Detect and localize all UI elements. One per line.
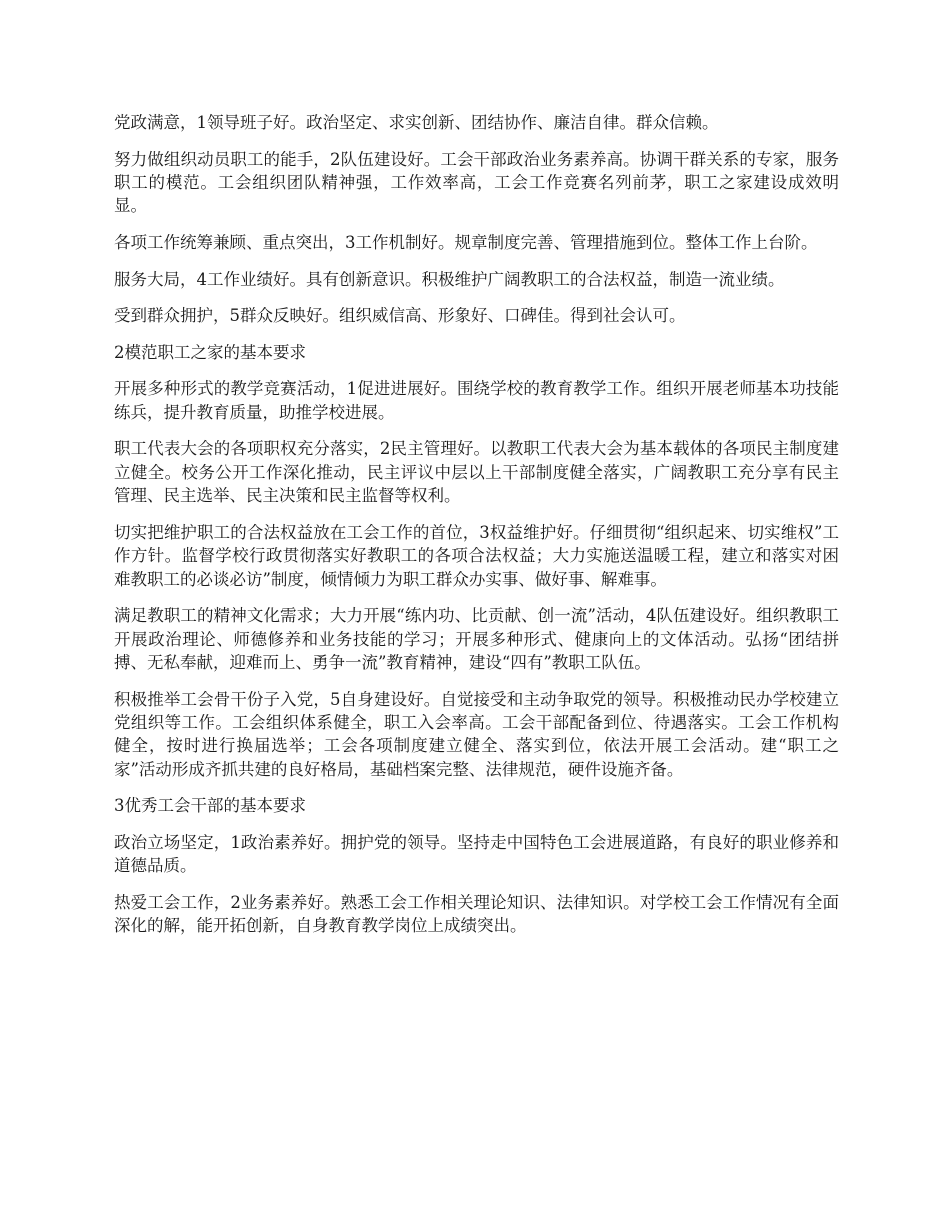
paragraph-promote-progress: 开展多种形式的教学竞赛活动，1促进进展好。围绕学校的教育教学工作。组织开展老师基本功技能练兵，提升教育质量，助推学校进展。 [114,379,839,422]
paragraph-public-feedback: 受到群众拥护，5群众反映好。组织威信高、形象好、口碑佳。得到社会认可。 [114,306,686,326]
paragraph-self-building: 积极推举工会骨干份子入党，5自身建设好。自觉接受和主动争取党的领导。积极推动民办学校建立党组织等工作。工会组织体系健全，职工入会率高。工会干部配备到位、待遇落实。工会工作机构健全，按时进行换届选举；工会各项制度建立健全、落实到位，依法开展工会活动。建“职工之家”活动形成齐抓共建的良好格局，基础档案完整、法律规范，硬件设施齐备。 [114,689,839,779]
paragraph-professional-quality: 热爱工会工作，2业务素养好。熟悉工会工作相关理论知识、法律知识。对学校工会工作情况有全面深化的解，能开拓创新，自身教育教学岗位上成绩突出。 [114,893,839,936]
document-body [114,111,839,951]
section-heading-excellent-cadre: 3优秀工会干部的基本要求 [114,796,306,816]
section-heading-model-home: 2模范职工之家的基本要求 [114,342,306,362]
paragraph-leadership: 党政满意，1领导班子好。政治坚定、求实创新、团结协作、廉洁自律。群众信赖。 [114,113,719,132]
paragraph-team-culture: 满足教职工的精神文化需求；大力开展“练内功、比贡献、创一流”活动，4队伍建设好。组织教职工开展政治理论、师德修养和业务技能的学习；开展多种形式、健康向上的文体活动。弘扬“团结拼搏、无私奉献，迎难而上、勇争一流”教育精神，建设“四有”教职工队伍。 [114,606,839,672]
paragraph-political-quality: 政治立场坚定，1政治素养好。拥护党的领导。坚持走中国特色工会进展道路，有良好的职业修养和道德品质。 [114,833,839,876]
paragraph-team-building: 努力做组织动员职工的能手，2队伍建设好。工会干部政治业务素养高。协调干群关系的专家，服务职工的模范。工会组织团队精神强，工作效率高，工会工作竞赛名列前茅，职工之家建设成效明显。 [114,149,839,216]
paragraph-democratic-management: 职工代表大会的各项职权充分落实，2民主管理好。以教职工代表大会为基本载体的各项民主制度建立健全。校务公开工作深化推动，民主评议中层以上干部制度健全落实，广阔教职工充分享有民主管理、民主选举、民主决策和民主监督等权利。 [114,439,839,506]
paragraph-work-performance: 服务大局，4工作业绩好。具有创新意识。积极维护广阔教职工的合法权益，制造一流业绩。 [114,269,785,289]
paragraph-work-mechanism: 各项工作统筹兼顾、重点突出，3工作机制好。规章制度完善、管理措施到位。整体工作上台阶。 [114,233,818,252]
paragraph-rights-protection: 切实把维护职工的合法权益放在工会工作的首位，3权益维护好。仔细贯彻“组织起来、切实维权”工作方针。监督学校行政贯彻落实好教职工的各项合法权益；大力实施送温暖工程，建立和落实对困难教职工的必谈必访”制度，倾情倾力为职工群众办实事、做好事、解难事。 [114,522,839,589]
